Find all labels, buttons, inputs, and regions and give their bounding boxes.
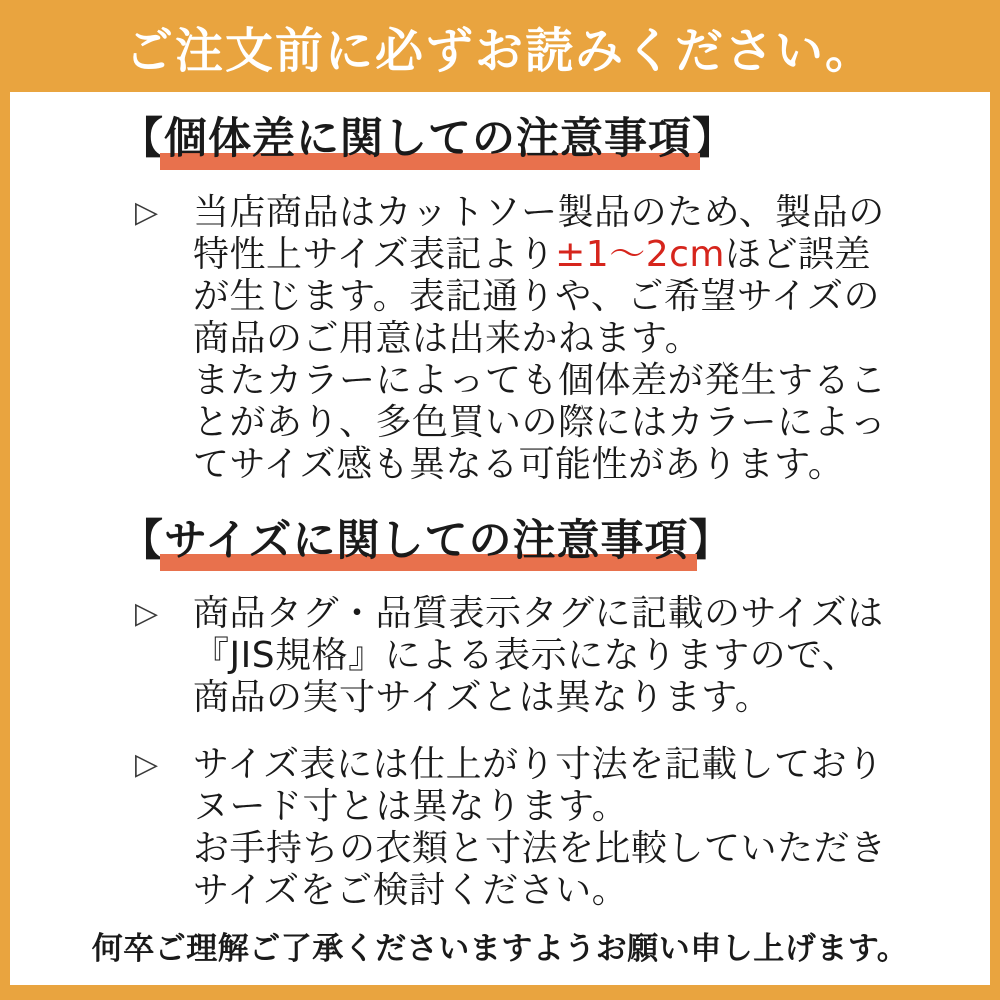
bullet-item [10, 593, 990, 719]
text-line: てサイズ感も異なる可能性があります。 [193, 443, 845, 485]
triangle-bullet-icon: ▷ [135, 194, 159, 230]
footer-note: 何卒ご理解ご了承くださいますようお願い申し上げます。 [91, 931, 909, 967]
text-line: お手持ちの衣類と寸法を比較していただき [193, 828, 887, 870]
triangle-bullet-icon: ▷ [135, 747, 159, 783]
text-line: サイズをご検討ください。 [193, 870, 629, 912]
text-line: 当店商品はカットソー製品のため、製品の [193, 191, 885, 233]
text-line: またカラーによっても個体差が発生するこ [193, 359, 887, 401]
bracket-open: 【 [120, 114, 164, 164]
text-segment: 特性上サイズ表記より [193, 233, 556, 275]
text-segment: ほど誤差 [724, 233, 871, 275]
bracket-close: 】 [688, 515, 733, 566]
section-heading-label: サイズに関しての注意事項 [164, 515, 689, 566]
text-line: 『JIS規格』による表示になりますので、 [193, 635, 859, 677]
bullet-text [193, 744, 887, 912]
text-line: 商品タグ・品質表示タグに記載のサイズは [193, 593, 884, 635]
bullet-item [10, 192, 990, 486]
bullet-item [10, 744, 990, 912]
text-line: サイズ表には仕上がり寸法を記載しており [193, 744, 884, 786]
notice-body [10, 92, 990, 985]
header-title: ご注文前に必ずお読みください。 [124, 22, 875, 79]
bracket-close: 】 [692, 114, 736, 164]
bullet-text [193, 593, 884, 719]
text-line: 商品の実寸サイズとは異なります。 [193, 677, 772, 719]
text-line [193, 234, 887, 276]
tolerance-highlight: ±1〜2cm [555, 233, 725, 275]
bracket-open: 【 [120, 515, 164, 566]
triangle-bullet-icon: ▷ [135, 596, 159, 632]
text-line: ヌード寸とは異なります。 [193, 786, 629, 828]
section-heading-label: 個体差に関しての注意事項 [164, 114, 692, 164]
text-line: 商品のご用意は出来かねます。 [193, 317, 702, 359]
text-line: が生じます。表記通りや、ご希望サイズの [193, 275, 881, 317]
section-heading-size [10, 516, 990, 568]
section-heading-individual-difference [10, 114, 990, 166]
bullet-text [193, 192, 887, 486]
header-banner [0, 0, 1000, 92]
text-line: とがあり、多色買いの際にはカラーによっ [193, 401, 887, 443]
